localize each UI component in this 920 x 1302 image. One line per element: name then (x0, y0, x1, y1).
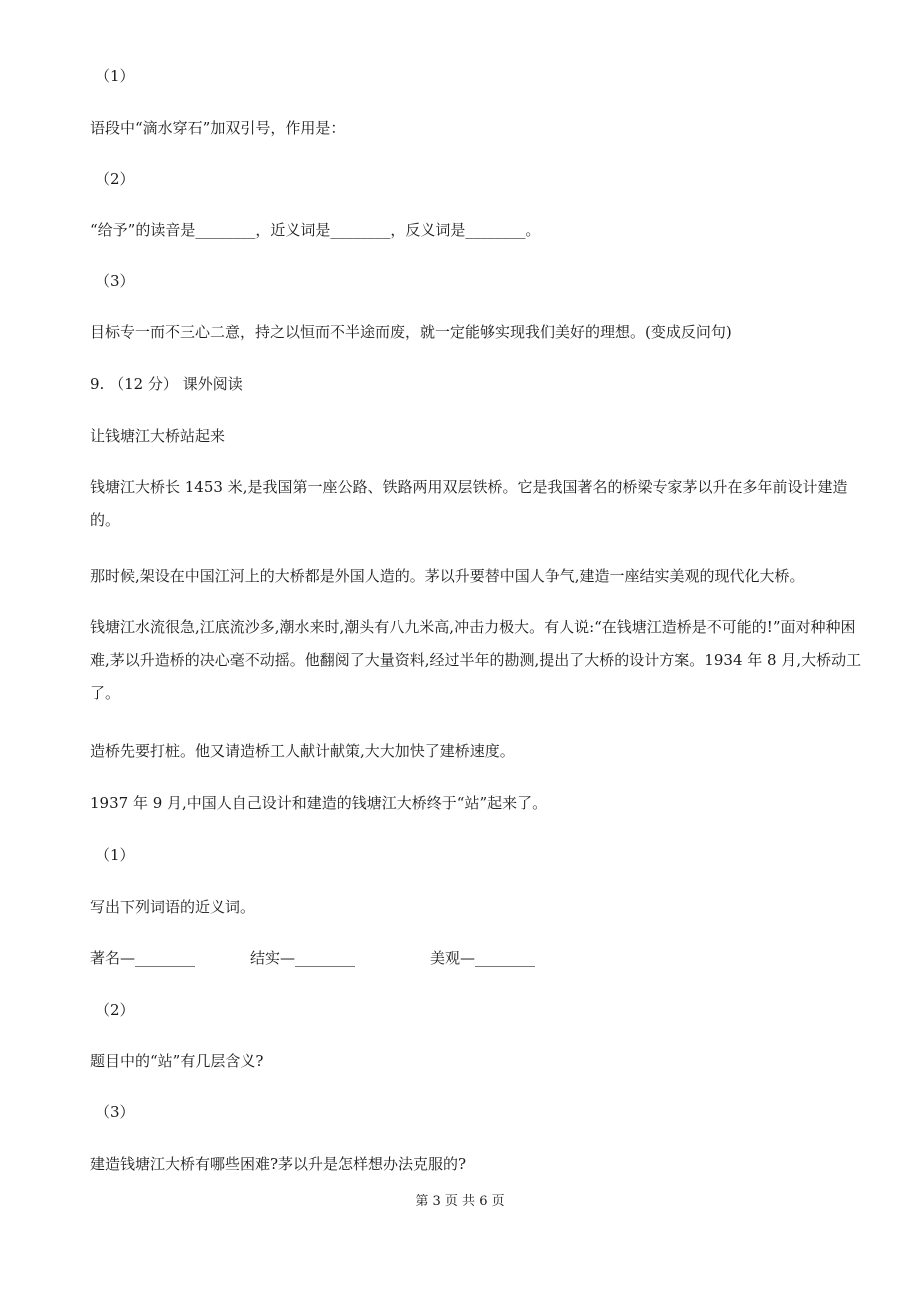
passage-title: 让钱塘江大桥站起来 (90, 427, 226, 445)
q9-sub1-label: （1） (95, 846, 135, 864)
q9-sub2-text: 题目中的“站”有几层含义? (90, 1052, 264, 1070)
q9-sub3-label: （3） (95, 1103, 135, 1121)
q8-sub2-text: “给予”的读音是________，近义词是________，反义词是________。 (90, 221, 541, 239)
q9-header: 9. （12 分） 课外阅读 (90, 375, 243, 393)
passage-paragraph-5: 1937 年 9 月,中国人自己设计和建造的钱塘江大桥终于“站”起来了。 (90, 794, 548, 812)
q8-sub1-text: 语段中“滴水穿石”加双引号，作用是： (90, 119, 346, 137)
q9-sub2-label: （2） (95, 1001, 135, 1019)
page-number: 第 3 页 共 6 页 (415, 1194, 505, 1209)
passage-paragraph-1: 钱塘江大桥长 1453 米,是我国第一座公路、铁路两用双层铁桥。它是我国著名的桥梁专家茅以升在多年前设计建造的。 (90, 478, 848, 529)
q9-sub1-text: 写出下列词语的近义词。 (90, 898, 256, 916)
passage-paragraph-2: 那时候,架设在中国江河上的大桥都是外国人造的。茅以升要替中国人争气,建造一座结实美观的现代化大桥。 (90, 567, 805, 585)
synonym-3: 美观—________ (430, 949, 536, 967)
passage-paragraph-3: 钱塘江水流很急,江底流沙多,潮水来时,潮头有八九米高,冲击力极大。有人说:“在钱塘江造桥是不可能的!”面对种种困难,茅以升造桥的决心毫不动摇。他翻阅了大量资料,经过半年的勘测,提出了大桥的设计方案。1934 年 8 月,大桥动工了。 (90, 618, 862, 702)
passage-paragraph-4: 造桥先要打桩。他又请造桥工人献计献策,大大加快了建桥速度。 (90, 742, 515, 760)
q8-sub3-text: 目标专一而不三心二意，持之以恒而不半途而废，就一定能够实现我们美好的理想。(变成反问句) (90, 323, 732, 341)
synonym-1: 著名—________ (90, 949, 196, 967)
q8-sub1-label: （1） (95, 67, 135, 85)
q8-sub3-label: （3） (95, 272, 135, 290)
synonym-2: 结实—________ (250, 949, 356, 967)
q9-sub3-text: 建造钱塘江大桥有哪些困难?茅以升是怎样想办法克服的? (90, 1155, 467, 1173)
q8-sub2-label: （2） (95, 170, 135, 188)
